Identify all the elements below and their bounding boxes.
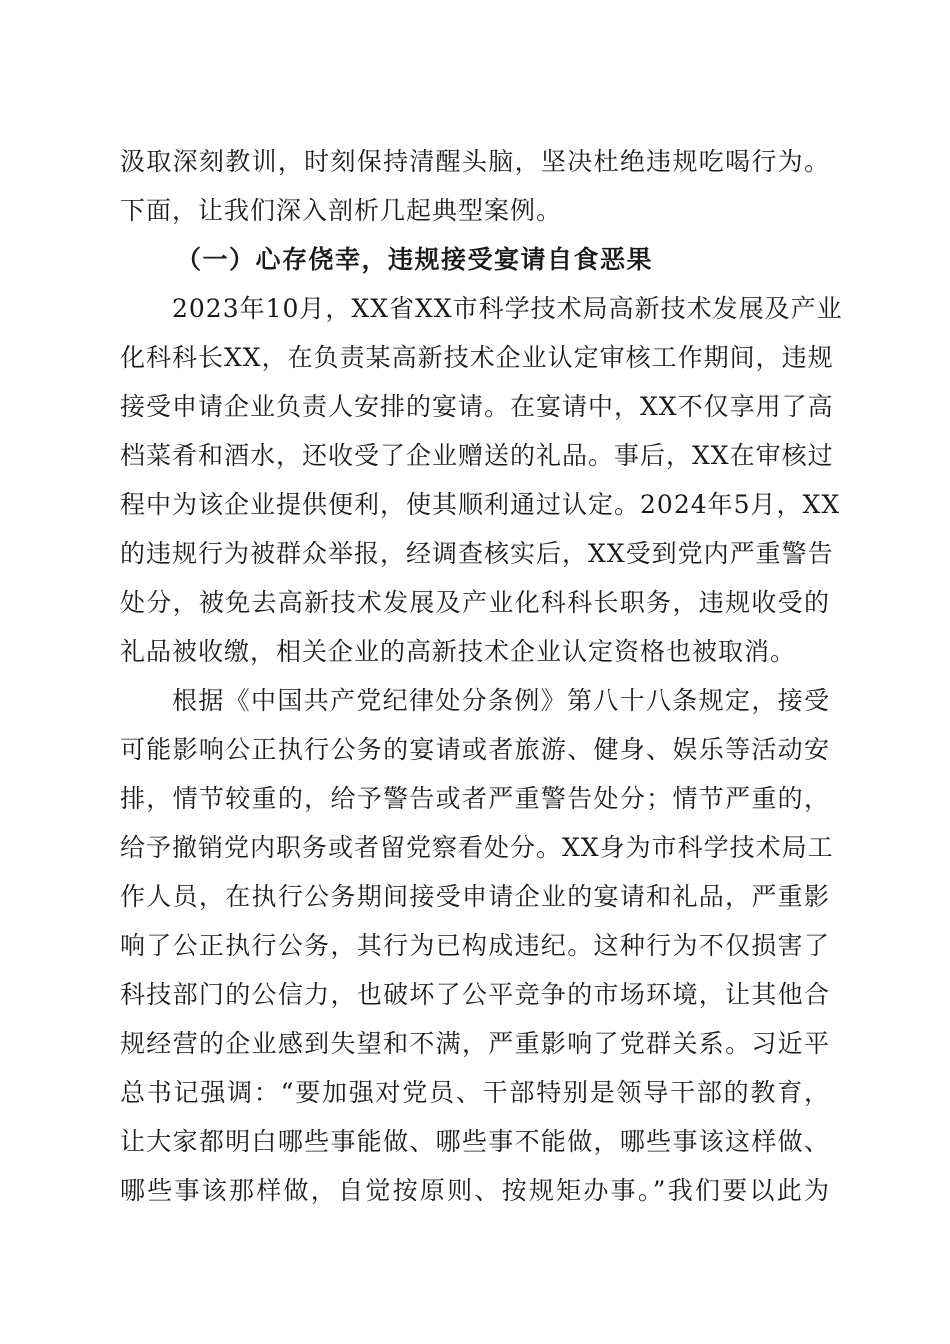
body-text-line: 档菜肴和酒水，还收受了企业赠送的礼品。事后，XX在审核过 (120, 441, 834, 470)
body-text-line: 的违规行为被群众举报，经调查核实后，XX受到党内严重警告 (120, 539, 834, 568)
body-text-line: 排，情节较重的，给予警告或者严重警告处分；情节严重的， (120, 784, 830, 813)
body-text-line: 礼品被收缴，相关企业的高新技术企业认定资格也被取消。 (120, 637, 797, 666)
body-text-line: 程中为该企业提供便利，使其顺利通过认定。2024年5月，XX (120, 490, 841, 519)
body-text-line: 总书记强调：“要加强对党员、干部特别是领导干部的教育， (120, 1078, 830, 1107)
body-text-line: 响了公正执行公务，其行为已构成违纪。这种行为不仅损害了 (120, 931, 830, 960)
body-text-line: 下面，让我们深入剖析几起典型案例。 (120, 196, 563, 225)
body-text-line: 让大家都明白哪些事能做、哪些事不能做，哪些事该这样做、 (120, 1127, 830, 1156)
body-text-line: 给予撤销党内职务或者留党察看处分。XX身为市科学技术局工 (120, 833, 834, 862)
body-text-line: 作人员，在执行公务期间接受申请企业的宴请和礼品，严重影 (120, 882, 830, 911)
body-text-line: 可能影响公正执行公务的宴请或者旅游、健身、娱乐等活动安 (120, 735, 830, 764)
body-text-line: 接受申请企业负责人安排的宴请。在宴请中，XX不仅享用了高 (120, 392, 834, 421)
section-heading: （一）心存侥幸，违规接受宴请自食恶果 (176, 245, 654, 274)
body-text-line: 科技部门的公信力，也破坏了公平竞争的市场环境，让其他合 (120, 980, 830, 1009)
body-text-line: 化科科长XX，在负责某高新技术企业认定审核工作期间，违规 (120, 343, 834, 372)
body-text-line: 根据《中国共产党纪律处分条例》第八十八条规定，接受 (172, 686, 830, 715)
body-text-line: 规经营的企业感到失望和不满，严重影响了党群关系。习近平 (120, 1029, 830, 1058)
body-text-line: 处分，被免去高新技术发展及产业化科科长职务，违规收受的 (120, 588, 830, 617)
body-text-line: 哪些事该那样做，自觉按原则、按规矩办事。”我们要以此为 (120, 1176, 830, 1205)
body-text-line: 汲取深刻教训，时刻保持清醒头脑，坚决杜绝违规吃喝行为。 (120, 147, 830, 176)
body-text-line: 2023年10月，XX省XX市科学技术局高新技术发展及产业 (172, 294, 843, 323)
